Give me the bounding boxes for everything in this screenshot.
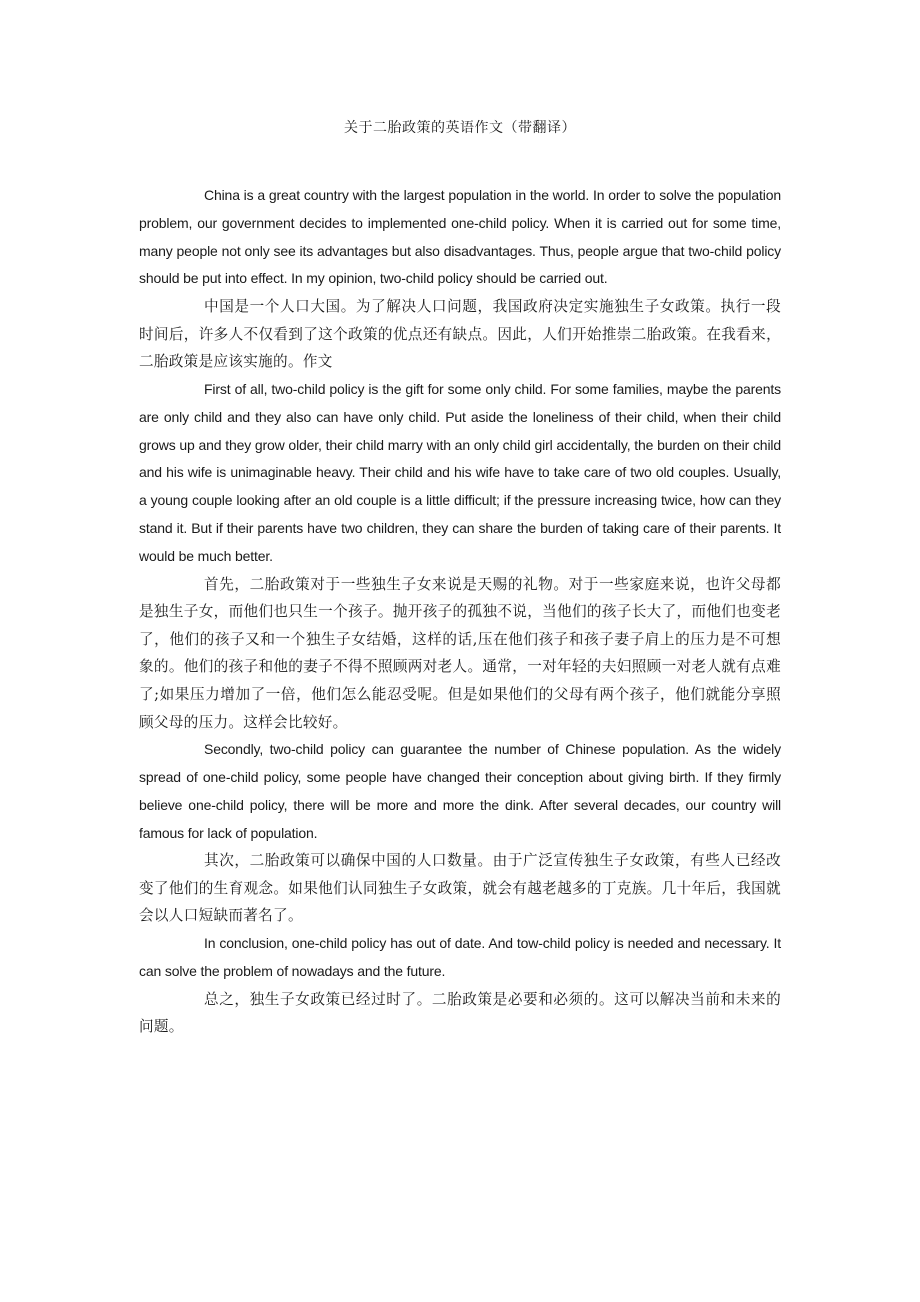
paragraph-conclusion-en: In conclusion, one-child policy has out of date. And tow-child policy is needed and necessary. It can solve the problem of nowadays and the future. [139,935,781,979]
paragraph-intro-zh: 中国是一个人口大国。为了解决人口问题，我国政府决定实施独生子女政策。执行一段时间后，许多人不仅看到了这个政策的优点还有缺点。因此，人们开始推崇二胎政策。在我看来，二胎政策是应该实施的。作文 [139,298,781,371]
paragraph-second-en: Secondly, two-child policy can guarantee the number of Chinese population. As the widely spread of one-child policy, some people have changed their conception about giving birth. If they firmly believe one-child policy, there will be more and more the dink. After several decades, our country will famous for lack of population. [139,741,781,841]
paragraph-first-zh: 首先，二胎政策对于一些独生子女来说是天赐的礼物。对于一些家庭来说，也许父母都是独生子女，而他们也只生一个孩子。抛开孩子的孤独不说，当他们的孩子长大了，而他们也变老了，他们的孩子又和一个独生子女结婚，这样的话,压在他们孩子和孩子妻子肩上的压力是不可想象的。他们的孩子和他的妻子不得不照顾两对老人。通常，一对年轻的夫妇照顾一对老人就有点难了;如果压力增加了一倍，他们怎么能忍受呢。但是如果他们的父母有两个孩子，他们就能分享照顾父母的压力。这样会比较好。 [139,575,781,731]
paragraph-second-zh: 其次，二胎政策可以确保中国的人口数量。由于广泛宣传独生子女政策，有些人已经改变了他们的生育观念。如果他们认同独生子女政策，就会有越老越多的丁克族。几十年后，我国就会以人口短缺而著名了。 [139,852,781,925]
document-title: 关于二胎政策的英语作文（带翻译） [344,120,576,136]
paragraph-intro-en: China is a great country with the largest population in the world. In order to solve the population problem, our government decides to implemented one-child policy. When it is carried out for some time, many people not only see its advantages but also disadvantages. Thus, people argue that two-child policy should be put into effect. In my opinion, two-child policy should be carried out. [139,187,781,287]
paragraph-conclusion-zh: 总之，独生子女政策已经过时了。二胎政策是必要和必须的。这可以解决当前和未来的问题。 [139,990,781,1036]
document-body [139,182,781,1041]
paragraph-first-en: First of all, two-child policy is the gift for some only child. For some families, maybe the parents are only child and they also can have only child. Put aside the loneliness of their child, when their child grows up and they grow older, their child marry with an only child girl accidentally, the burden on their child and his wife is unimaginable heavy. Their child and his wife have to take care of two old couples. Usually, a young couple looking after an old couple is a little difficult; if the pressure increasing twice, how can they stand it. But if their parents have two children, they can share the burden of taking care of their parents. It would be much better. [139,380,781,564]
